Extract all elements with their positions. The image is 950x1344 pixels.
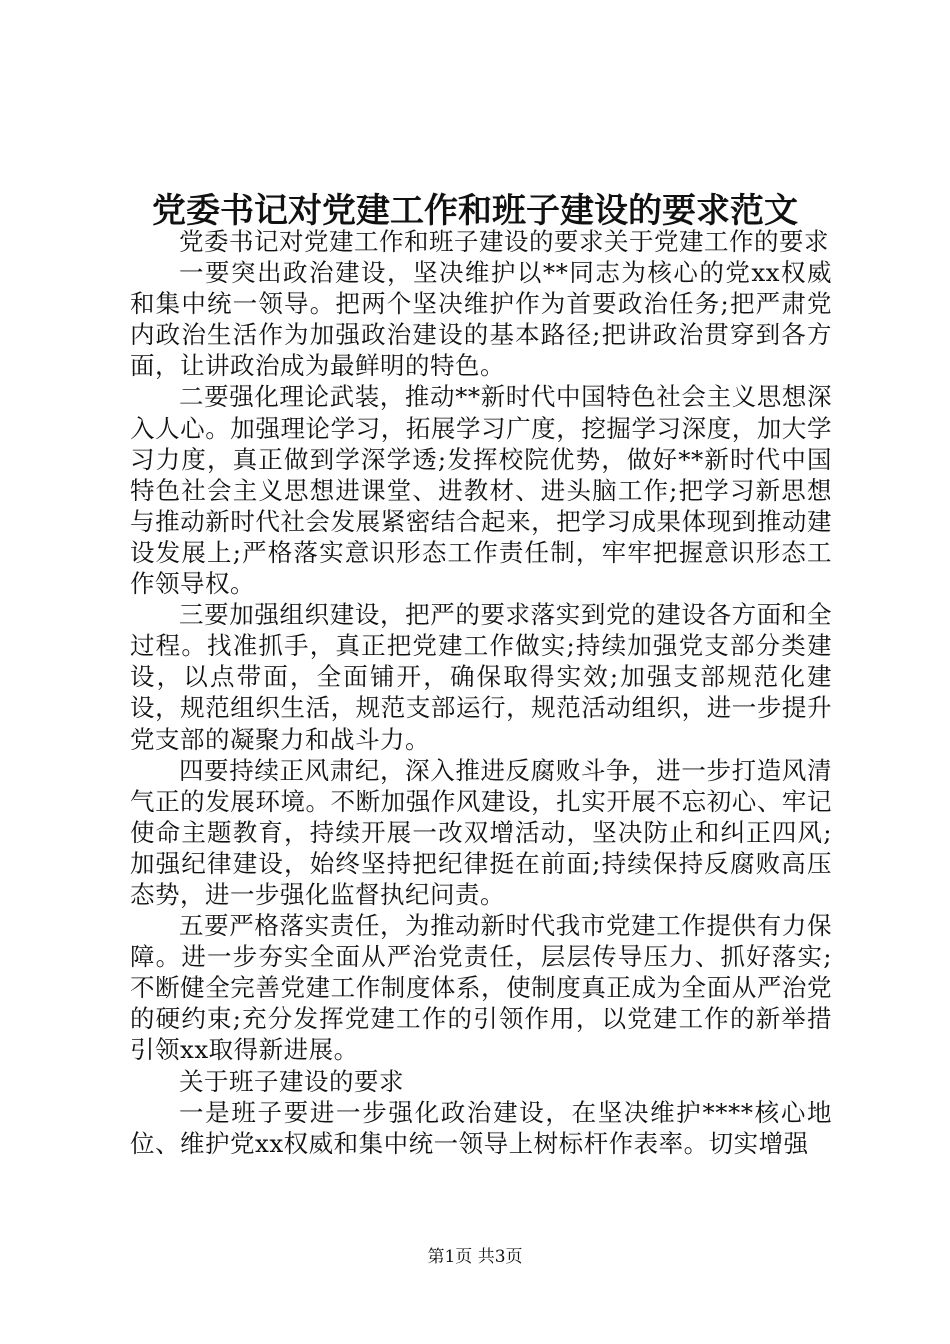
document-title: 党委书记对党建工作和班子建设的要求范文	[152, 191, 798, 231]
section-heading-team: 关于班子建设的要求	[179, 1066, 404, 1096]
paragraph-6: 一是班子要进一步强化政治建设，在坚决维护****核心地位、维护党xx权威和集中统一领导上树标杆作表率。切实增强	[130, 1097, 832, 1158]
paragraph-1: 一要突出政治建设，坚决维护以**同志为核心的党xx权威和集中统一领导。把两个坚决维护作为首要政治任务;把严肃党内政治生活作为加强政治建设的基本路径;把讲政治贯穿到各方面，让讲政治成为最鲜明的特色。	[130, 258, 832, 381]
document-body	[130, 226, 832, 1159]
paragraph-2: 二要强化理论武装，推动**新时代中国特色社会主义思想深入人心。加强理论学习，拓展学习广度，挖掘学习深度，加大学习力度，真正做到学深学透;发挥校院优势，做好**新时代中国特色社会主义思想进课堂、进教材、进头脑工作;把学习新思想与推动新时代社会发展紧密结合起来，把学习成果体现到推动建设发展上;严格落实意识形态工作责任制，牢牢把握意识形态工作领导权。	[130, 382, 832, 599]
paragraph-3: 三要加强组织建设，把严的要求落实到党的建设各方面和全过程。找准抓手，真正把党建工作做实;持续加强党支部分类建设，以点带面，全面铺开，确保取得实效;加强支部规范化建设，规范组织生活，规范支部运行，规范活动组织，进一步提升党支部的凝聚力和战斗力。	[130, 600, 832, 754]
page-footer: 第1页 共3页	[427, 1247, 523, 1267]
paragraph-intro: 党委书记对党建工作和班子建设的要求关于党建工作的要求	[179, 227, 829, 256]
paragraph-5: 五要严格落实责任，为推动新时代我市党建工作提供有力保障。进一步夯实全面从严治党责任，层层传导压力、抓好落实;不断健全完善党建工作制度体系，使制度真正成为全面从严治党的硬约束;充分发挥党建工作的引领作用，以党建工作的新举措引领xx取得新进展。	[130, 911, 832, 1065]
paragraph-4: 四要持续正风肃纪，深入推进反腐败斗争，进一步打造风清气正的发展环境。不断加强作风建设，扎实开展不忘初心、牢记使命主题教育，持续开展一改双增活动，坚决防止和纠正四风;加强纪律建设，始终坚持把纪律挺在前面;持续保持反腐败高压态势，进一步强化监督执纪问责。	[130, 755, 832, 909]
